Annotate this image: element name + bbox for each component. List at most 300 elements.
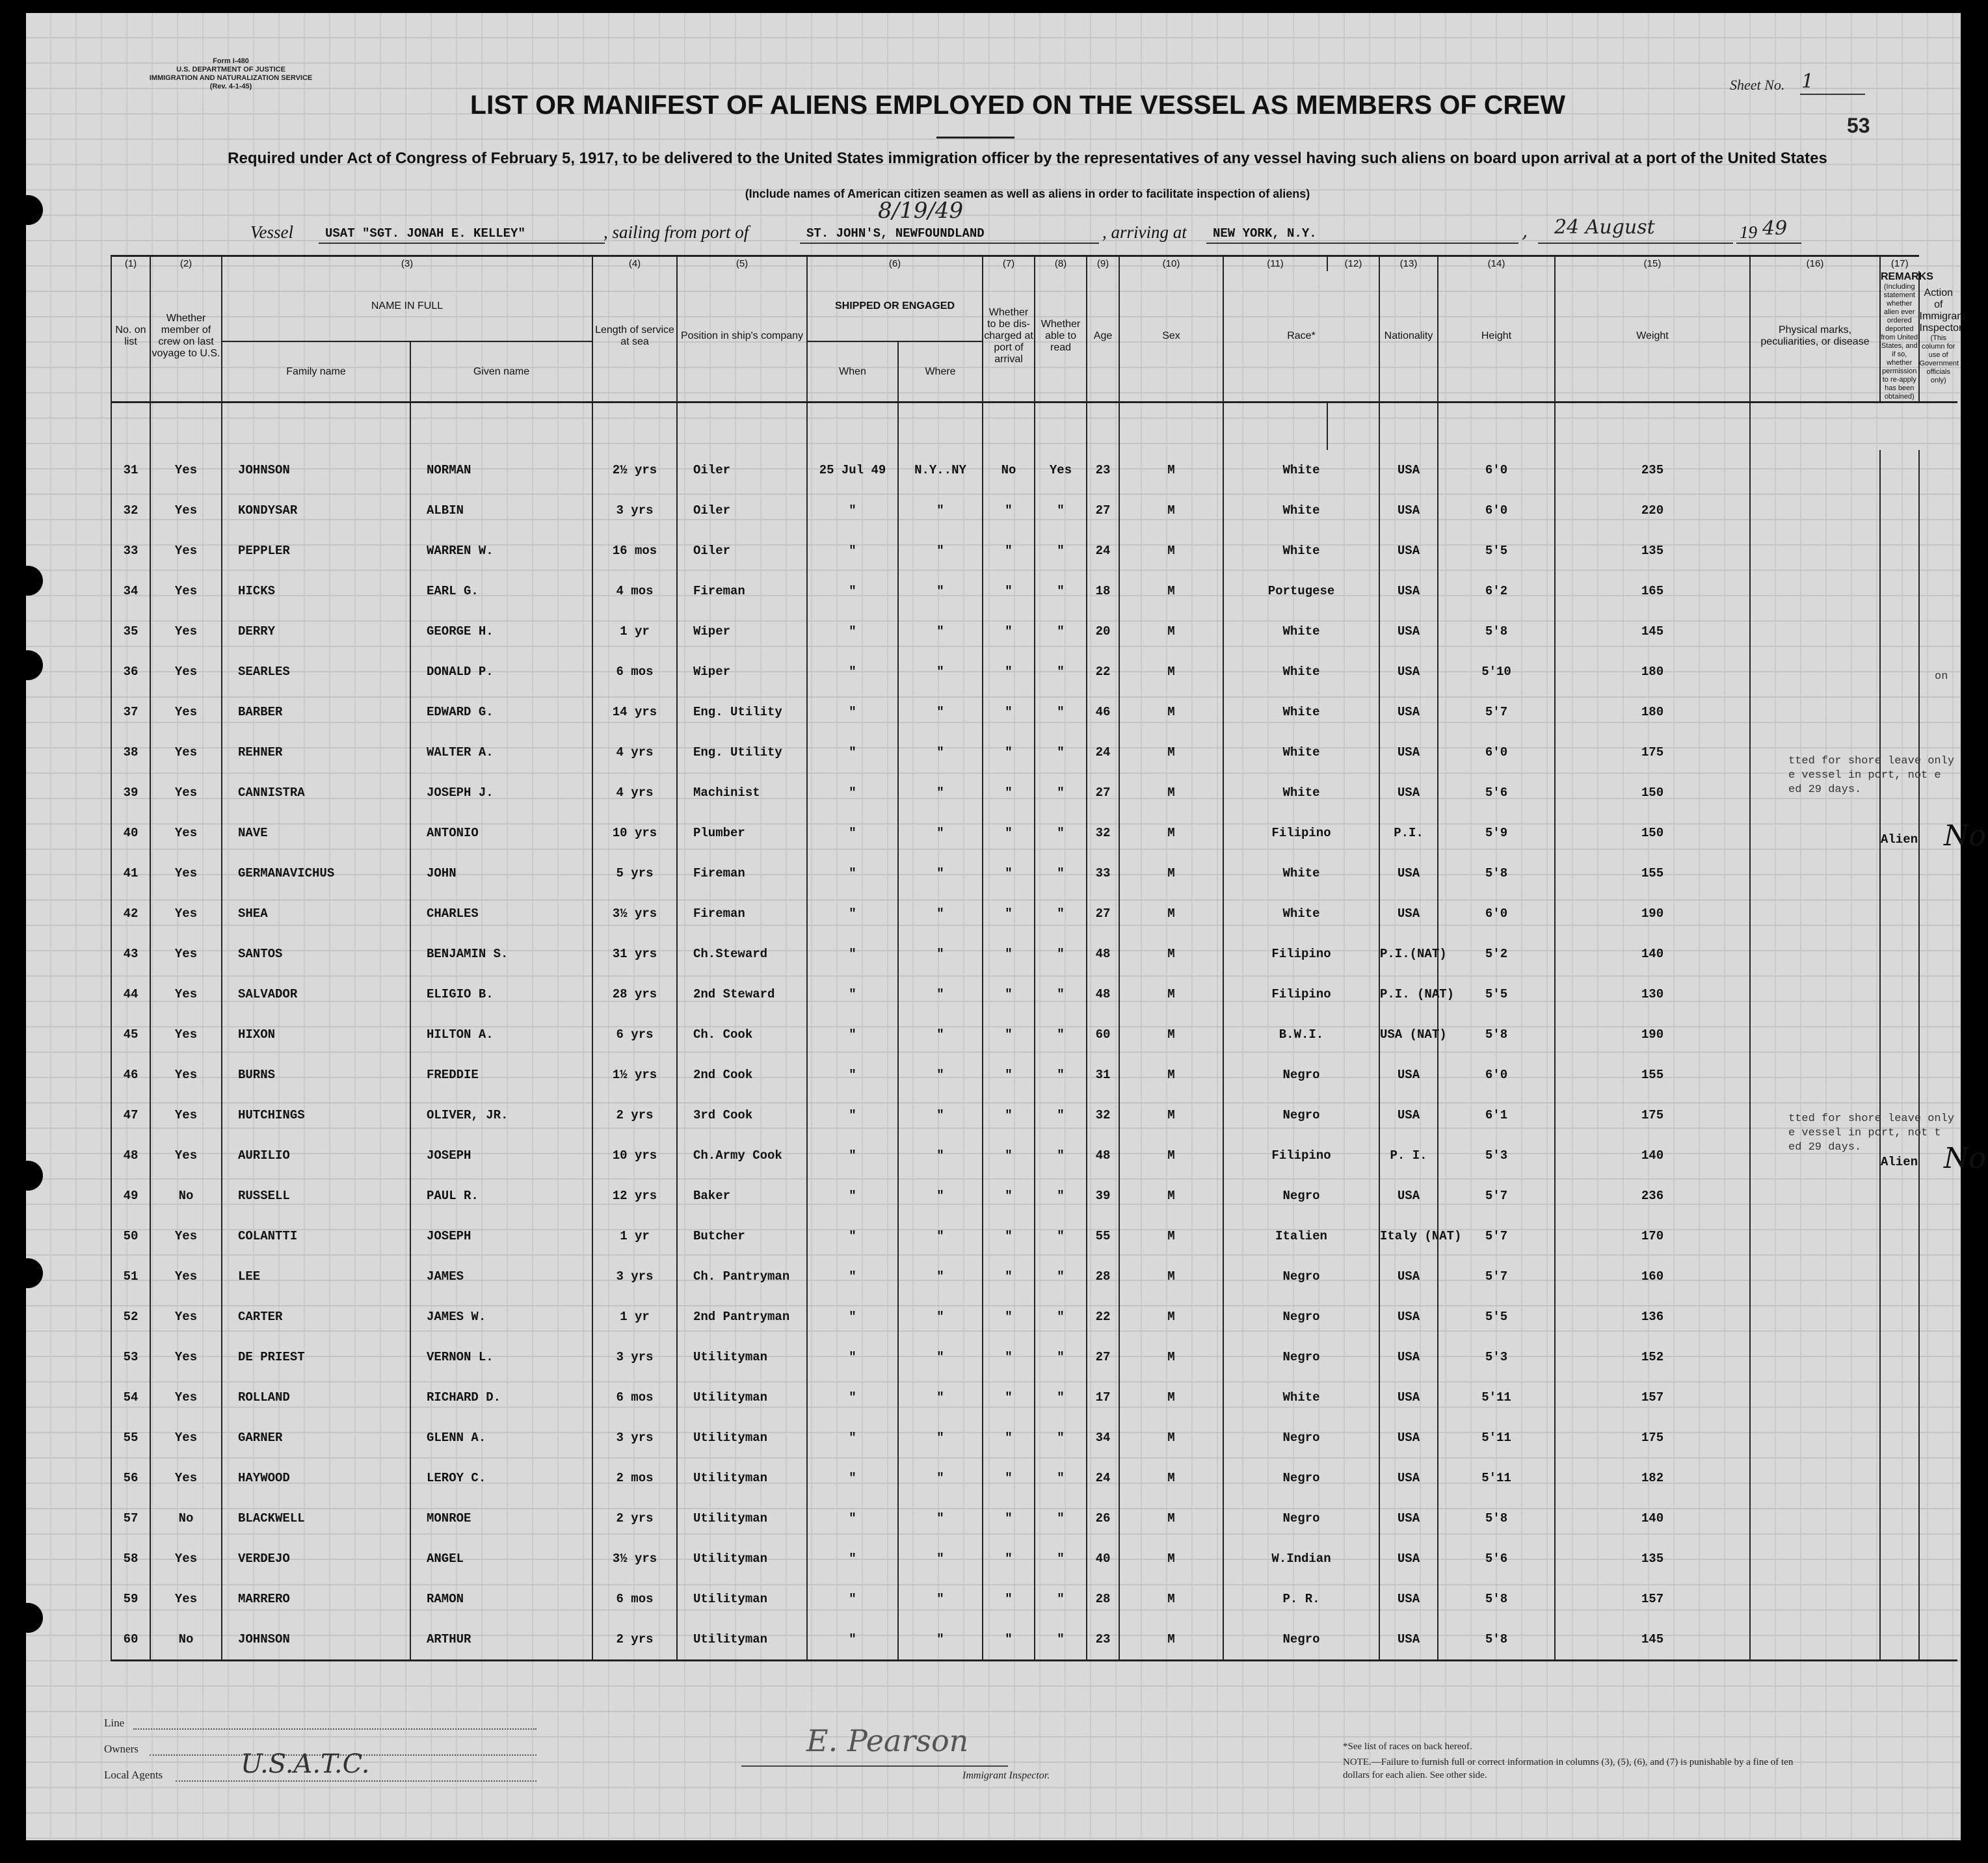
shore-leave-note: tted for shore leave only e vessel in port, not e ed 29 days.	[1788, 755, 1955, 796]
family-name-cell: MARRERO	[222, 1579, 410, 1619]
physical-marks-cell	[1750, 853, 1880, 893]
sex-cell: M	[1119, 732, 1223, 773]
given-name-cell: JOHN	[410, 853, 592, 893]
header-row	[111, 271, 1957, 341]
able-to-read-cell: "	[1035, 1337, 1087, 1377]
col-num: (7)	[983, 256, 1035, 272]
height-cell: 5'8	[1438, 853, 1555, 893]
position-cell: Ch. Cook	[677, 1014, 807, 1055]
shipped-where-cell: N.Y..NY	[898, 450, 983, 490]
col-num: (5)	[677, 256, 807, 272]
row-number-cell: 42	[111, 893, 150, 934]
previous-voyage-cell: Yes	[150, 813, 222, 853]
length-of-service-cell: 2 yrs	[592, 1619, 677, 1661]
position-cell: Ch. Pantryman	[677, 1256, 807, 1297]
physical-marks-cell	[1750, 813, 1880, 853]
family-name-cell: SALVADOR	[222, 974, 410, 1014]
manifest-page	[26, 13, 1987, 1840]
form-line: (Rev. 4-1-45)	[209, 83, 252, 90]
crew-row	[111, 934, 1957, 974]
height-cell: 5'9	[1438, 813, 1555, 853]
physical-marks-cell	[1750, 1055, 1880, 1095]
weight-cell: 165	[1555, 571, 1750, 611]
header-physical-marks: Physical marks, peculiarities, or disease	[1750, 271, 1880, 403]
sex-cell: M	[1119, 773, 1223, 813]
physical-marks-cell	[1750, 1337, 1880, 1377]
race-cell: White	[1223, 853, 1379, 893]
weight-cell: 135	[1555, 1539, 1750, 1579]
col-num: (17)	[1880, 256, 1919, 272]
weight-cell: 140	[1555, 934, 1750, 974]
able-to-read-cell: "	[1035, 611, 1087, 652]
side-edge-text: on	[1935, 670, 1948, 683]
given-name-cell: HILTON A.	[410, 1014, 592, 1055]
previous-voyage-cell: Yes	[150, 1418, 222, 1458]
shipped-where-cell: "	[898, 1458, 983, 1498]
age-cell: 24	[1087, 1458, 1119, 1498]
position-cell: Ch.Steward	[677, 934, 807, 974]
inspector-action-cell	[1919, 450, 1958, 490]
age-cell: 18	[1087, 571, 1119, 611]
previous-voyage-cell: Yes	[150, 1297, 222, 1337]
col-num: (16)	[1750, 256, 1880, 272]
length-of-service-cell: 1½ yrs	[592, 1055, 677, 1095]
title-rule	[936, 137, 1014, 139]
nationality-cell: USA	[1379, 1176, 1438, 1216]
discharged-cell: "	[983, 571, 1035, 611]
length-of-service-cell: 12 yrs	[592, 1176, 677, 1216]
sex-cell: M	[1119, 1579, 1223, 1619]
physical-marks-cell	[1750, 1256, 1880, 1297]
length-of-service-cell: 14 yrs	[592, 692, 677, 732]
able-to-read-cell: "	[1035, 934, 1087, 974]
shipped-when-cell: "	[807, 1256, 898, 1297]
nationality-cell: USA	[1379, 1579, 1438, 1619]
shipped-when-cell: "	[807, 893, 898, 934]
header-able-to-read: Whether able to read	[1035, 271, 1087, 403]
age-cell: 55	[1087, 1216, 1119, 1256]
given-name-cell: ANTONIO	[410, 813, 592, 853]
race-cell: White	[1223, 611, 1379, 652]
given-name-cell: JOSEPH	[410, 1216, 592, 1256]
given-name-cell: WARREN W.	[410, 531, 592, 571]
remark-handwritten-mark: No	[1944, 1141, 1987, 1175]
able-to-read-cell: "	[1035, 893, 1087, 934]
nationality-cell: USA	[1379, 450, 1438, 490]
line-label: Line	[104, 1717, 125, 1729]
inspector-action-cell	[1919, 490, 1958, 531]
able-to-read-cell: "	[1035, 1458, 1087, 1498]
nationality-cell: USA (NAT)	[1379, 1014, 1438, 1055]
height-cell: 5'6	[1438, 773, 1555, 813]
weight-cell: 220	[1555, 490, 1750, 531]
physical-marks-cell	[1750, 611, 1880, 652]
row-number-cell: 57	[111, 1498, 150, 1539]
age-cell: 24	[1087, 531, 1119, 571]
local-agents-label: Local Agents	[104, 1769, 163, 1781]
age-cell: 33	[1087, 853, 1119, 893]
position-cell: Eng. Utility	[677, 732, 807, 773]
remark-text: Alien	[1881, 832, 1918, 847]
row-number-cell: 55	[111, 1418, 150, 1458]
nationality-cell: USA	[1379, 1539, 1438, 1579]
shore-leave-note: tted for shore leave only e vessel in port, not t ed 29 days.	[1788, 1113, 1955, 1154]
length-of-service-cell: 4 yrs	[592, 773, 677, 813]
physical-marks-cell	[1750, 1216, 1880, 1256]
shipped-where-cell: "	[898, 1055, 983, 1095]
weight-cell: 145	[1555, 611, 1750, 652]
form-line: IMMIGRATION AND NATURALIZATION SERVICE	[149, 74, 313, 82]
header-previous-voyage: Whether member of crew on last voyage to U.S.	[150, 271, 222, 403]
height-cell: 5'3	[1438, 1337, 1555, 1377]
row-number-cell: 51	[111, 1256, 150, 1297]
col-num: (10)	[1119, 256, 1223, 272]
crew-row	[111, 1539, 1957, 1579]
position-cell: 2nd Pantryman	[677, 1297, 807, 1337]
weight-cell: 145	[1555, 1619, 1750, 1661]
header-age: Age	[1087, 271, 1119, 403]
able-to-read-cell: "	[1035, 773, 1087, 813]
family-name-cell: LEE	[222, 1256, 410, 1297]
remarks-cell	[1880, 1498, 1919, 1539]
shipped-where-cell: "	[898, 1377, 983, 1418]
col-num: (12)	[1327, 256, 1379, 272]
race-cell: White	[1223, 893, 1379, 934]
discharged-cell: "	[983, 813, 1035, 853]
races-note: *See list of races on back hereof.	[1343, 1741, 1472, 1752]
nationality-cell: USA	[1379, 571, 1438, 611]
sex-cell: M	[1119, 1135, 1223, 1176]
row-number-cell: 46	[111, 1055, 150, 1095]
col-num: (4)	[592, 256, 677, 272]
punch-hole	[13, 1161, 43, 1191]
inspector-action-cell	[1919, 1176, 1958, 1216]
able-to-read-cell: "	[1035, 571, 1087, 611]
remarks-cell	[1880, 652, 1919, 692]
weight-cell: 157	[1555, 1579, 1750, 1619]
physical-marks-cell	[1750, 450, 1880, 490]
length-of-service-cell: 2 yrs	[592, 1498, 677, 1539]
nationality-cell: USA	[1379, 652, 1438, 692]
able-to-read-cell: "	[1035, 490, 1087, 531]
discharged-cell: "	[983, 893, 1035, 934]
length-of-service-cell: 6 yrs	[592, 1014, 677, 1055]
sex-cell: M	[1119, 853, 1223, 893]
shipped-when-cell: "	[807, 853, 898, 893]
given-name-cell: GEORGE H.	[410, 611, 592, 652]
header-length-of-service: Length of service at sea	[592, 271, 677, 403]
arrival-date: 24 August	[1554, 216, 1655, 239]
shipped-where-cell: "	[898, 1135, 983, 1176]
shipped-when-cell: "	[807, 1579, 898, 1619]
able-to-read-cell: Yes	[1035, 450, 1087, 490]
inspector-action-cell	[1919, 934, 1958, 974]
family-name-cell: COLANTTI	[222, 1216, 410, 1256]
discharged-cell: "	[983, 1014, 1035, 1055]
header-when: When	[807, 341, 898, 402]
column-number-row	[111, 256, 1957, 272]
previous-voyage-cell: Yes	[150, 571, 222, 611]
position-cell: 2nd Cook	[677, 1055, 807, 1095]
previous-voyage-cell: Yes	[150, 1216, 222, 1256]
shipped-where-cell: "	[898, 1498, 983, 1539]
sheet-number: 1	[1801, 70, 1814, 93]
given-name-cell: CHARLES	[410, 893, 592, 934]
sex-cell: M	[1119, 490, 1223, 531]
nationality-cell: P.I.(NAT)	[1379, 934, 1438, 974]
length-of-service-cell: 4 mos	[592, 571, 677, 611]
row-number-cell: 37	[111, 692, 150, 732]
family-name-cell: GARNER	[222, 1418, 410, 1458]
crew-row	[111, 1135, 1957, 1176]
nationality-cell: P.I.	[1379, 813, 1438, 853]
header-nationality: Nationality	[1379, 271, 1438, 403]
shipped-when-cell: "	[807, 934, 898, 974]
race-cell: Negro	[1223, 1055, 1379, 1095]
height-cell: 5'7	[1438, 1256, 1555, 1297]
shipped-when-cell: "	[807, 773, 898, 813]
physical-marks-cell	[1750, 974, 1880, 1014]
able-to-read-cell: "	[1035, 1377, 1087, 1418]
header-race: Race*	[1223, 271, 1379, 403]
local-agents-field	[176, 1780, 537, 1782]
race-cell: Negro	[1223, 1176, 1379, 1216]
previous-voyage-cell: Yes	[150, 1458, 222, 1498]
sheet-label: Sheet No.	[1730, 77, 1785, 93]
inspector-action-cell	[1919, 1458, 1958, 1498]
height-cell: 5'8	[1438, 1014, 1555, 1055]
row-number-cell: 41	[111, 853, 150, 893]
family-name-cell: AURILIO	[222, 1135, 410, 1176]
nationality-cell: USA	[1379, 531, 1438, 571]
sex-cell: M	[1119, 1619, 1223, 1661]
remarks-cell	[1880, 1539, 1919, 1579]
row-number-cell: 34	[111, 571, 150, 611]
nationality-cell: USA	[1379, 1418, 1438, 1458]
header-no-on-list: No. on list	[111, 271, 150, 403]
crew-table	[111, 255, 1987, 1661]
family-name-cell: CARTER	[222, 1297, 410, 1337]
age-cell: 17	[1087, 1377, 1119, 1418]
given-name-cell: DONALD P.	[410, 652, 592, 692]
family-name-cell: NAVE	[222, 813, 410, 853]
shipped-when-cell: "	[807, 1014, 898, 1055]
port-from-underline	[800, 243, 1099, 244]
inspector-action-cell	[1919, 1014, 1958, 1055]
height-cell: 5'2	[1438, 934, 1555, 974]
row-number-cell: 49	[111, 1176, 150, 1216]
port-to: NEW YORK, N.Y.	[1213, 226, 1317, 241]
race-cell: Filipino	[1223, 974, 1379, 1014]
weight-cell: 190	[1555, 1014, 1750, 1055]
position-cell: Utilityman	[677, 1337, 807, 1377]
given-name-cell: JAMES	[410, 1256, 592, 1297]
discharged-cell: "	[983, 1498, 1035, 1539]
age-cell: 48	[1087, 934, 1119, 974]
discharged-cell: "	[983, 1216, 1035, 1256]
nationality-cell: USA	[1379, 1095, 1438, 1135]
sex-cell: M	[1119, 1216, 1223, 1256]
race-cell: Negro	[1223, 1458, 1379, 1498]
row-number-cell: 35	[111, 611, 150, 652]
given-name-cell: JOSEPH	[410, 1135, 592, 1176]
shipped-where-cell: "	[898, 773, 983, 813]
previous-voyage-cell: Yes	[150, 1135, 222, 1176]
shipped-where-cell: "	[898, 1579, 983, 1619]
position-cell: Utilityman	[677, 1619, 807, 1661]
weight-cell: 130	[1555, 974, 1750, 1014]
shipped-where-cell: "	[898, 1256, 983, 1297]
age-cell: 22	[1087, 652, 1119, 692]
inspector-action-cell	[1919, 1377, 1958, 1418]
length-of-service-cell: 3½ yrs	[592, 1539, 677, 1579]
previous-voyage-cell: Yes	[150, 531, 222, 571]
previous-voyage-cell: No	[150, 1176, 222, 1216]
length-of-service-cell: 4 yrs	[592, 732, 677, 773]
discharged-cell: "	[983, 1539, 1035, 1579]
remarks-cell	[1880, 934, 1919, 974]
sex-cell: M	[1119, 1498, 1223, 1539]
position-cell: Utilityman	[677, 1458, 807, 1498]
inspector-action-cell	[1919, 611, 1958, 652]
inspector-action-cell	[1919, 1498, 1958, 1539]
crew-table-body	[111, 403, 1987, 1661]
weight-cell: 140	[1555, 1498, 1750, 1539]
length-of-service-cell: 3 yrs	[592, 490, 677, 531]
length-of-service-cell: 28 yrs	[592, 974, 677, 1014]
given-name-cell: BENJAMIN S.	[410, 934, 592, 974]
previous-voyage-cell: Yes	[150, 934, 222, 974]
length-of-service-cell: 2 mos	[592, 1458, 677, 1498]
inspector-action-cell	[1919, 531, 1958, 571]
signature-line	[741, 1765, 1008, 1767]
shipped-when-cell: "	[807, 813, 898, 853]
row-number-cell: 44	[111, 974, 150, 1014]
row-number-cell: 45	[111, 1014, 150, 1055]
family-name-cell: BLACKWELL	[222, 1498, 410, 1539]
weight-cell: 150	[1555, 813, 1750, 853]
race-cell: White	[1223, 1377, 1379, 1418]
physical-marks-cell	[1750, 1539, 1880, 1579]
nationality-cell: USA	[1379, 732, 1438, 773]
col-num: (3)	[222, 256, 592, 272]
position-cell: Butcher	[677, 1216, 807, 1256]
given-name-cell: MONROE	[410, 1498, 592, 1539]
header-weight: Weight	[1555, 271, 1750, 403]
weight-cell: 155	[1555, 853, 1750, 893]
shipped-where-cell: "	[898, 1337, 983, 1377]
vessel-label: Vessel	[250, 222, 293, 242]
given-name-cell: VERNON L.	[410, 1337, 592, 1377]
position-cell: Utilityman	[677, 1377, 807, 1418]
age-cell: 32	[1087, 813, 1119, 853]
race-cell: Negro	[1223, 1337, 1379, 1377]
given-name-cell: LEROY C.	[410, 1458, 592, 1498]
height-cell: 6'0	[1438, 450, 1555, 490]
position-cell: 3rd Cook	[677, 1095, 807, 1135]
voyage-line: Vessel USAT "SGT. JONAH E. KELLEY" , sailing from port of ST. JOHN'S, NEWFOUNDLAND 8/19/49 , arriving at NEW YORK, N.Y. , 24 August 19 49	[221, 220, 1886, 252]
form-identifier	[107, 57, 354, 91]
able-to-read-cell: "	[1035, 652, 1087, 692]
row-number-cell: 38	[111, 732, 150, 773]
age-cell: 40	[1087, 1539, 1119, 1579]
able-to-read-cell: "	[1035, 1256, 1087, 1297]
crew-row	[111, 652, 1957, 692]
weight-cell: 155	[1555, 1055, 1750, 1095]
inspector-action-cell	[1919, 571, 1958, 611]
position-cell: Wiper	[677, 652, 807, 692]
sex-cell: M	[1119, 1095, 1223, 1135]
height-cell: 5'6	[1438, 1539, 1555, 1579]
shipped-where-cell: "	[898, 611, 983, 652]
col-num: (2)	[150, 256, 222, 272]
col-num: (15)	[1555, 256, 1750, 272]
col-num: (13)	[1379, 256, 1438, 272]
previous-voyage-cell: Yes	[150, 1256, 222, 1297]
length-of-service-cell: 1 yr	[592, 1216, 677, 1256]
age-cell: 22	[1087, 1297, 1119, 1337]
height-cell: 5'8	[1438, 1498, 1555, 1539]
remarks-cell	[1880, 490, 1919, 531]
crew-row	[111, 1055, 1957, 1095]
position-cell: Ch.Army Cook	[677, 1135, 807, 1176]
family-name-cell: HIXON	[222, 1014, 410, 1055]
nationality-cell: USA	[1379, 611, 1438, 652]
race-cell: White	[1223, 531, 1379, 571]
race-cell: White	[1223, 732, 1379, 773]
able-to-read-cell: "	[1035, 1619, 1087, 1661]
able-to-read-cell: "	[1035, 1418, 1087, 1458]
previous-voyage-cell: Yes	[150, 1579, 222, 1619]
previous-voyage-cell: No	[150, 1619, 222, 1661]
able-to-read-cell: "	[1035, 1216, 1087, 1256]
given-name-cell: JOSEPH J.	[410, 773, 592, 813]
given-name-cell: ARTHUR	[410, 1619, 592, 1661]
nationality-cell: Italy (NAT)	[1379, 1216, 1438, 1256]
header-position: Position in ship's company	[677, 271, 807, 403]
height-cell: 5'7	[1438, 1216, 1555, 1256]
previous-voyage-cell: Yes	[150, 1539, 222, 1579]
shipped-where-cell: "	[898, 1176, 983, 1216]
previous-voyage-cell: Yes	[150, 1377, 222, 1418]
col-num: (11)	[1223, 256, 1327, 272]
position-cell: Utilityman	[677, 1498, 807, 1539]
shipped-where-cell: "	[898, 732, 983, 773]
race-cell: White	[1223, 652, 1379, 692]
inspector-signature: E. Pearson	[806, 1723, 969, 1758]
height-cell: 5'11	[1438, 1458, 1555, 1498]
weight-cell: 157	[1555, 1377, 1750, 1418]
row-number-cell: 53	[111, 1337, 150, 1377]
shipped-where-cell: "	[898, 531, 983, 571]
shipped-when-cell: 25 Jul 49	[807, 450, 898, 490]
shipped-where-cell: "	[898, 1014, 983, 1055]
remarks-cell	[1880, 893, 1919, 934]
crew-row	[111, 1418, 1957, 1458]
shipped-where-cell: "	[898, 1095, 983, 1135]
race-cell: Filipino	[1223, 813, 1379, 853]
given-name-cell: EDWARD G.	[410, 692, 592, 732]
family-name-cell: SEARLES	[222, 652, 410, 692]
physical-marks-cell	[1750, 571, 1880, 611]
given-name-cell: JAMES W.	[410, 1297, 592, 1337]
length-of-service-cell: 6 mos	[592, 1579, 677, 1619]
family-name-cell: VERDEJO	[222, 1539, 410, 1579]
row-number-cell: 40	[111, 813, 150, 853]
given-name-cell: ALBIN	[410, 490, 592, 531]
position-cell: Wiper	[677, 611, 807, 652]
remark-text: Alien	[1881, 1154, 1918, 1169]
